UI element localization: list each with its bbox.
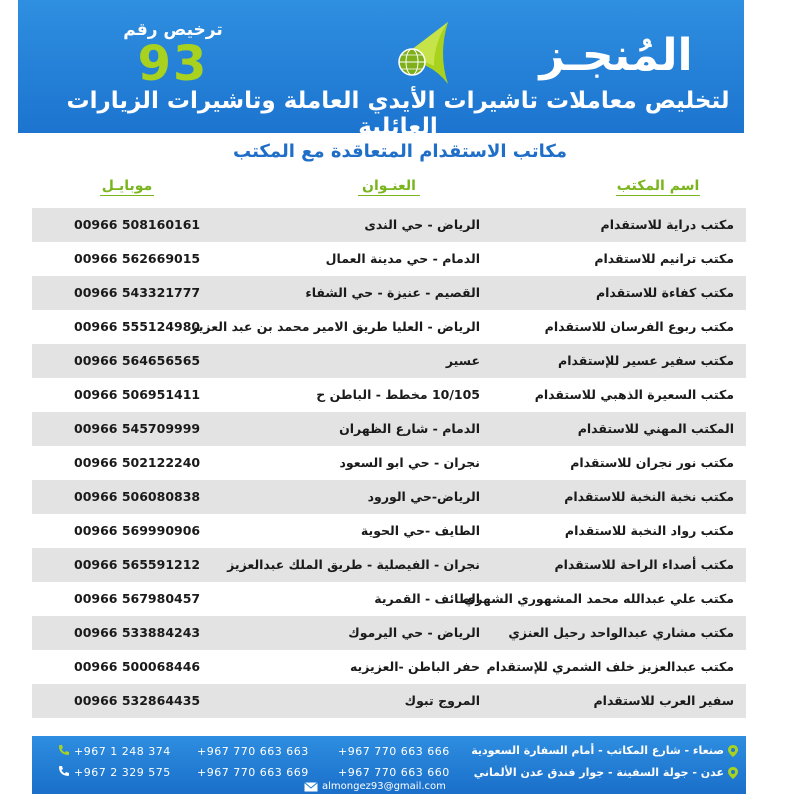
table-row (32, 242, 746, 276)
office-mobile: 00966 567980457 (74, 591, 201, 606)
email-icon (304, 782, 318, 792)
table-row (32, 616, 746, 650)
office-name: مكتب رواد النخبة للاستقدام (564, 523, 734, 538)
office-address: عسير (445, 353, 480, 368)
table-row (32, 582, 746, 616)
table-row (32, 480, 746, 514)
office-name: مكتب سفير عسير للإستقدام (558, 353, 734, 368)
office-name: مكتب ترانيم للاستقدام (594, 251, 734, 266)
column-header-mobile: موبايـل (101, 178, 153, 194)
office-mobile: 00966 564656565 (74, 353, 201, 368)
office-mobile: 00966 506951411 (74, 387, 201, 402)
address-sanaa: صنعاء - شارع المكاتب - أمام السفارة السعودية (471, 744, 724, 757)
tagline: لتخليص معاملات تاشيرات الأيدي العاملة وتاشيرات الزيارات العائلية (66, 88, 730, 140)
phone-icon (58, 765, 70, 777)
section-title: مكاتب الاستقدام المتعاقدة مع المكتب (233, 141, 567, 162)
office-name: المكتب المهني للاستقدام (577, 421, 734, 436)
office-address: الرياض-حي الورود (367, 489, 480, 504)
office-mobile: 00966 506080838 (74, 489, 201, 504)
office-address: 10/105 مخطط - الباطن ح (316, 387, 480, 402)
phone-number: +967 770 663 666 (338, 745, 450, 758)
office-mobile: 00966 565591212 (74, 557, 201, 572)
office-address: القصيم - عنيزة - حي الشفاء (305, 285, 480, 300)
globe-logo-icon (390, 20, 452, 86)
office-address: الرياض - حي الندى (364, 217, 480, 232)
column-header-address: العنـوان (358, 178, 420, 196)
brand-name: المُنجـز (539, 30, 693, 81)
license-label: ترخيص رقم (123, 20, 223, 40)
office-mobile: 00966 533884243 (74, 625, 201, 640)
office-name: مكتب السعيرة الذهبي للاستقدام (534, 387, 734, 402)
office-address: نجران - الفيصلية - طريق الملك عبدالعزيز (227, 557, 480, 572)
office-mobile: 00966 555124980 (74, 319, 201, 334)
office-address: المروج تبوك (404, 693, 480, 708)
office-address: الطايف -حي الحوية (360, 523, 480, 538)
office-mobile: 00966 508160161 (74, 217, 201, 232)
office-mobile: 00966 532864435 (74, 693, 201, 708)
office-mobile: 00966 500068446 (74, 659, 201, 674)
offices-table (32, 208, 746, 718)
office-address: الدمام - حي مدينة العمال (325, 251, 480, 266)
location-pin-icon (728, 745, 738, 757)
table-row (32, 684, 746, 718)
location-pin-icon (728, 767, 738, 779)
office-address: الدمام - شارع الظهران (339, 421, 480, 436)
office-name: مكتب كفاءة للاستقدام (595, 285, 734, 300)
email-address[interactable]: almongez93@gmail.com (322, 781, 446, 792)
table-row (32, 446, 746, 480)
table-row (32, 310, 746, 344)
office-name: مكتب نخبة النخبة للاستقدام (564, 489, 734, 504)
office-name: مكتب أصداء الراحة للاستقدام (554, 557, 734, 572)
table-row (32, 344, 746, 378)
office-name: مكتب ربوع الفرسان للاستقدام (544, 319, 734, 334)
office-name: سفير العرب للاستقدام (593, 693, 734, 708)
office-mobile: 00966 502122240 (74, 455, 201, 470)
table-row (32, 378, 746, 412)
phone-number: +967 2 329 575 (74, 766, 171, 779)
phone-number: +967 770 663 660 (338, 766, 450, 779)
office-mobile: 00966 562669015 (74, 251, 201, 266)
table-row (32, 514, 746, 548)
office-address: الرياض - حي اليرموك (348, 625, 480, 640)
office-name: مكتب دراية للاستقدام (600, 217, 734, 232)
office-address: حفر الباطن -العزيزيه (349, 659, 480, 674)
license-number: 93 (137, 36, 209, 92)
office-mobile: 00966 545709999 (74, 421, 201, 436)
header-banner (18, 0, 744, 140)
office-address: نجران - حي ابو السعود (339, 455, 480, 470)
table-row (32, 276, 746, 310)
office-name: مكتب مشاري عبدالواحد رحيل العنزي (508, 625, 734, 640)
phone-number: +967 770 663 669 (197, 766, 309, 779)
office-mobile: 00966 543321777 (74, 285, 201, 300)
table-row (32, 650, 746, 684)
table-row (32, 548, 746, 582)
table-row (32, 412, 746, 446)
column-header-name: اسم المكتب (616, 178, 700, 194)
address-aden: عدن - جولة السفينة - جوار فندق عدن الألماني (473, 766, 724, 779)
office-address: الطائف - القمرية (374, 591, 480, 606)
office-name: مكتب علي عبدالله محمد المشهوري الشهري (463, 591, 734, 606)
office-name: مكتب عبدالعزيز خلف الشمري للإستقدام (486, 659, 734, 674)
phone-number: +967 1 248 374 (74, 745, 171, 758)
office-address: الرياض - العليا طريق الامير محمد بن عبد العزيز (190, 319, 480, 334)
office-mobile: 00966 569990906 (74, 523, 201, 538)
table-row (32, 208, 746, 242)
phone-icon (58, 744, 70, 756)
phone-number: +967 770 663 663 (197, 745, 309, 758)
footer-contact-bar (32, 736, 746, 794)
office-name: مكتب نور نجران للاستقدام (570, 455, 734, 470)
